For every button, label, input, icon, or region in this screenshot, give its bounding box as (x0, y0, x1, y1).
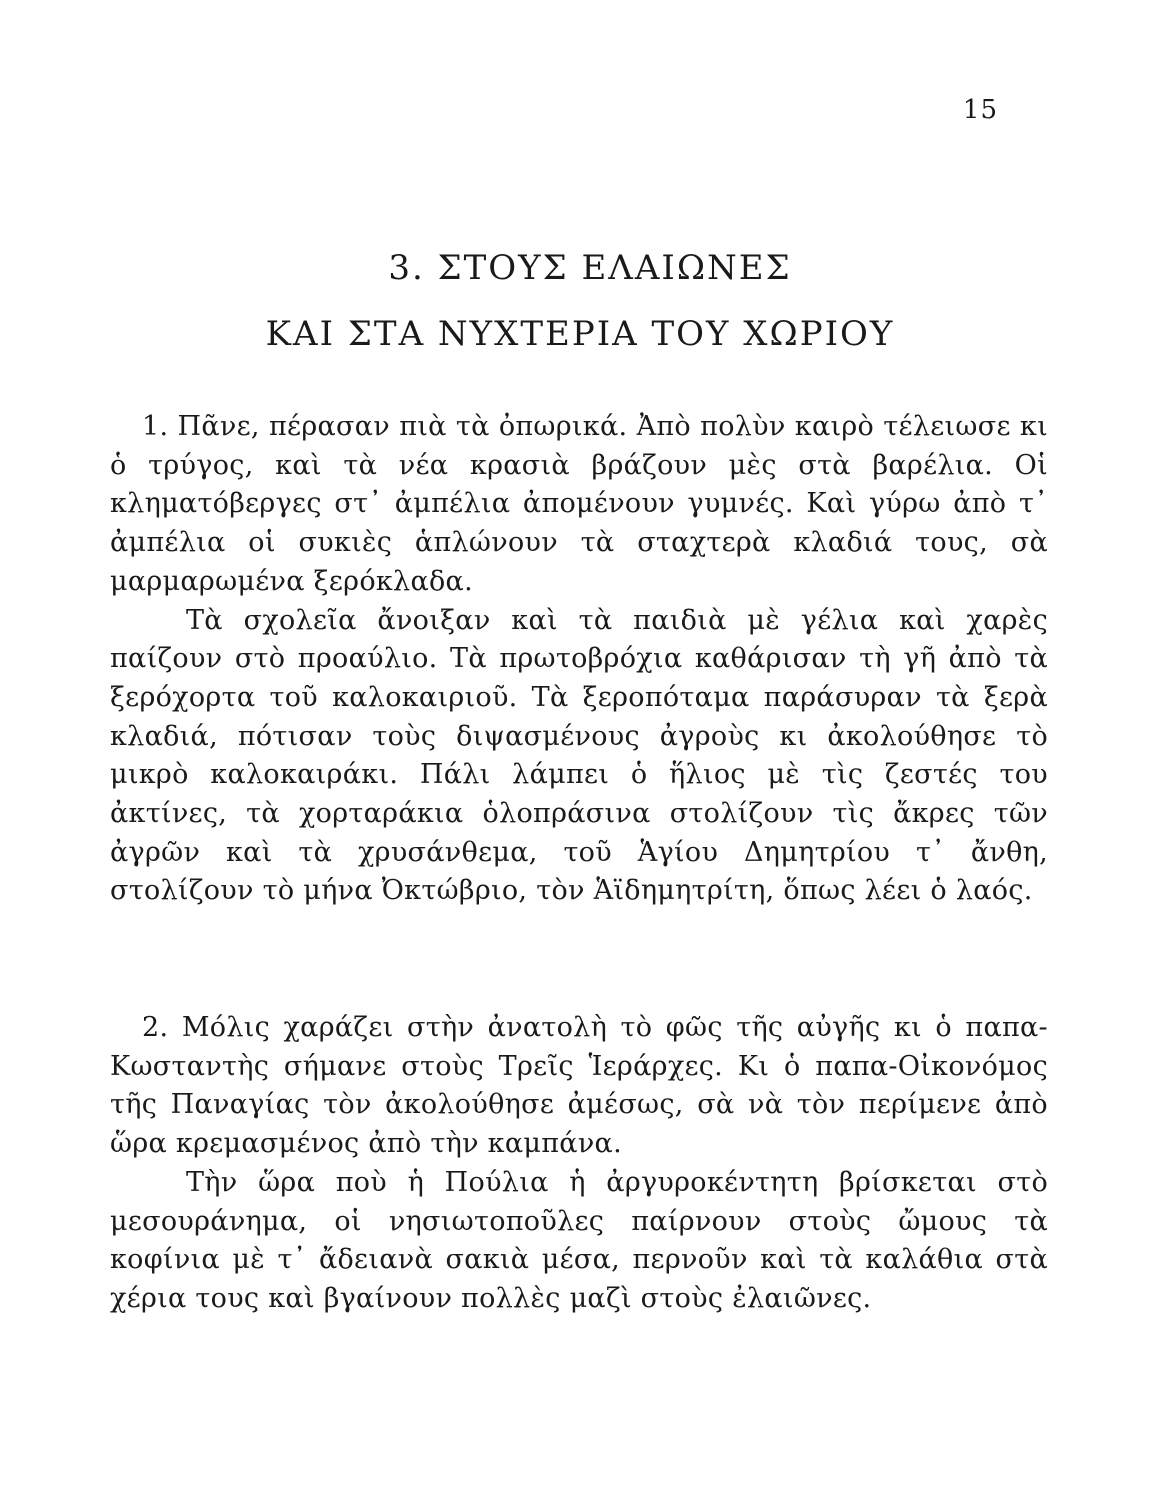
paragraph-2-2: Τὴν ὥρα ποὺ ἡ Πούλια ἡ ἀργυροκέντητη βρίσκεται στὸ μεσουράνημα, οἱ νησιωτοποῦλες παίρνουν στοὺς ὤμους τὰ κοφίνια μὲ τ᾿ ἄδειανὰ σακιὰ μέσα, περνοῦν καὶ τὰ καλάθια στὰ χέρια τους καὶ βγαίνουν πολλὲς μαζὶ στοὺς ἐλαιῶνες. (110, 1166, 1048, 1314)
chapter-title (0, 235, 1160, 367)
paragraph-2-1: 2. Μόλις χαράζει στὴν ἀνατολὴ τὸ φῶς τῆς αὐγῆς κι ὁ παπα-Κωσταντὴς σήμανε στοὺς Τρεῖς Ἱεράρχες. Κι ὁ παπα-Οἰκονόμος τῆς Παναγίας τὸν ἀκολούθησε ἀμέσως, σὰ νὰ τὸν περίμενε ἀπὸ ὥρα κρεμασμένος ἀπὸ τὴν καμπάνα. (110, 1012, 1048, 1160)
paragraph-1-1: 1. Πᾶνε, πέρασαν πιὰ τὰ ὀπωρικά. Ἀπὸ πολὺν καιρὸ τέλειωσε κι ὁ τρύγος, καὶ τὰ νέα κρασιὰ βράζουν μὲς στὰ βαρέλια. Οἱ κληματόβεργες στ᾿ ἀμπέλια ἀπομένουν γυμνές. Καὶ γύρω ἀπὸ τ᾿ ἀμπέλια οἱ συκιὲς ἁπλώνουν τὰ σταχτερὰ κλαδιά τους, σὰ μαρμαρωμένα ξερόκλαδα. (110, 411, 1048, 597)
page-number: 15 (962, 95, 998, 125)
chapter-title-line-2: ΚΑΙ ΣΤΑ ΝΥΧΤΕΡΙΑ ΤΟΥ ΧΩΡΙΟΥ (265, 314, 895, 354)
section-2 (110, 1009, 1048, 1319)
paragraph-1-2: Τὰ σχολεῖα ἄνοιξαν καὶ τὰ παιδιὰ μὲ γέλια καὶ χαρὲς παίζουν στὸ προαύλιο. Τὰ πρωτοβρόχια καθάρισαν τὴ γῆ ἀπὸ τὰ ξερόχορτα τοῦ καλοκαιριοῦ. Τὰ ξεροπόταμα παράσυραν τὰ ξερὰ κλαδιά, πότισαν τοὺς διψασμένους ἀγροὺς κι ἀκολούθησε τὸ μικρὸ καλοκαιράκι. Πάλι λάμπει ὁ ἥλιος μὲ τὶς ζεστές του ἀκτίνες, τὰ χορταράκια ὁλοπράσινα στολίζουν τὶς ἄκρες τῶν ἀγρῶν καὶ τὰ χρυσάνθεμα, τοῦ Ἁγίου Δημητρίου τ᾿ ἄνθη, στολίζουν τὸ μήνα Ὀκτώβριο, τὸν Ἁϊδημητρίτη, ὅπως λέει ὁ λαός. (110, 604, 1048, 907)
chapter-title-line-1: 3. ΣΤΟΥΣ ΕΛΑΙΩΝΕΣ (388, 248, 792, 288)
section-1 (110, 408, 1048, 911)
